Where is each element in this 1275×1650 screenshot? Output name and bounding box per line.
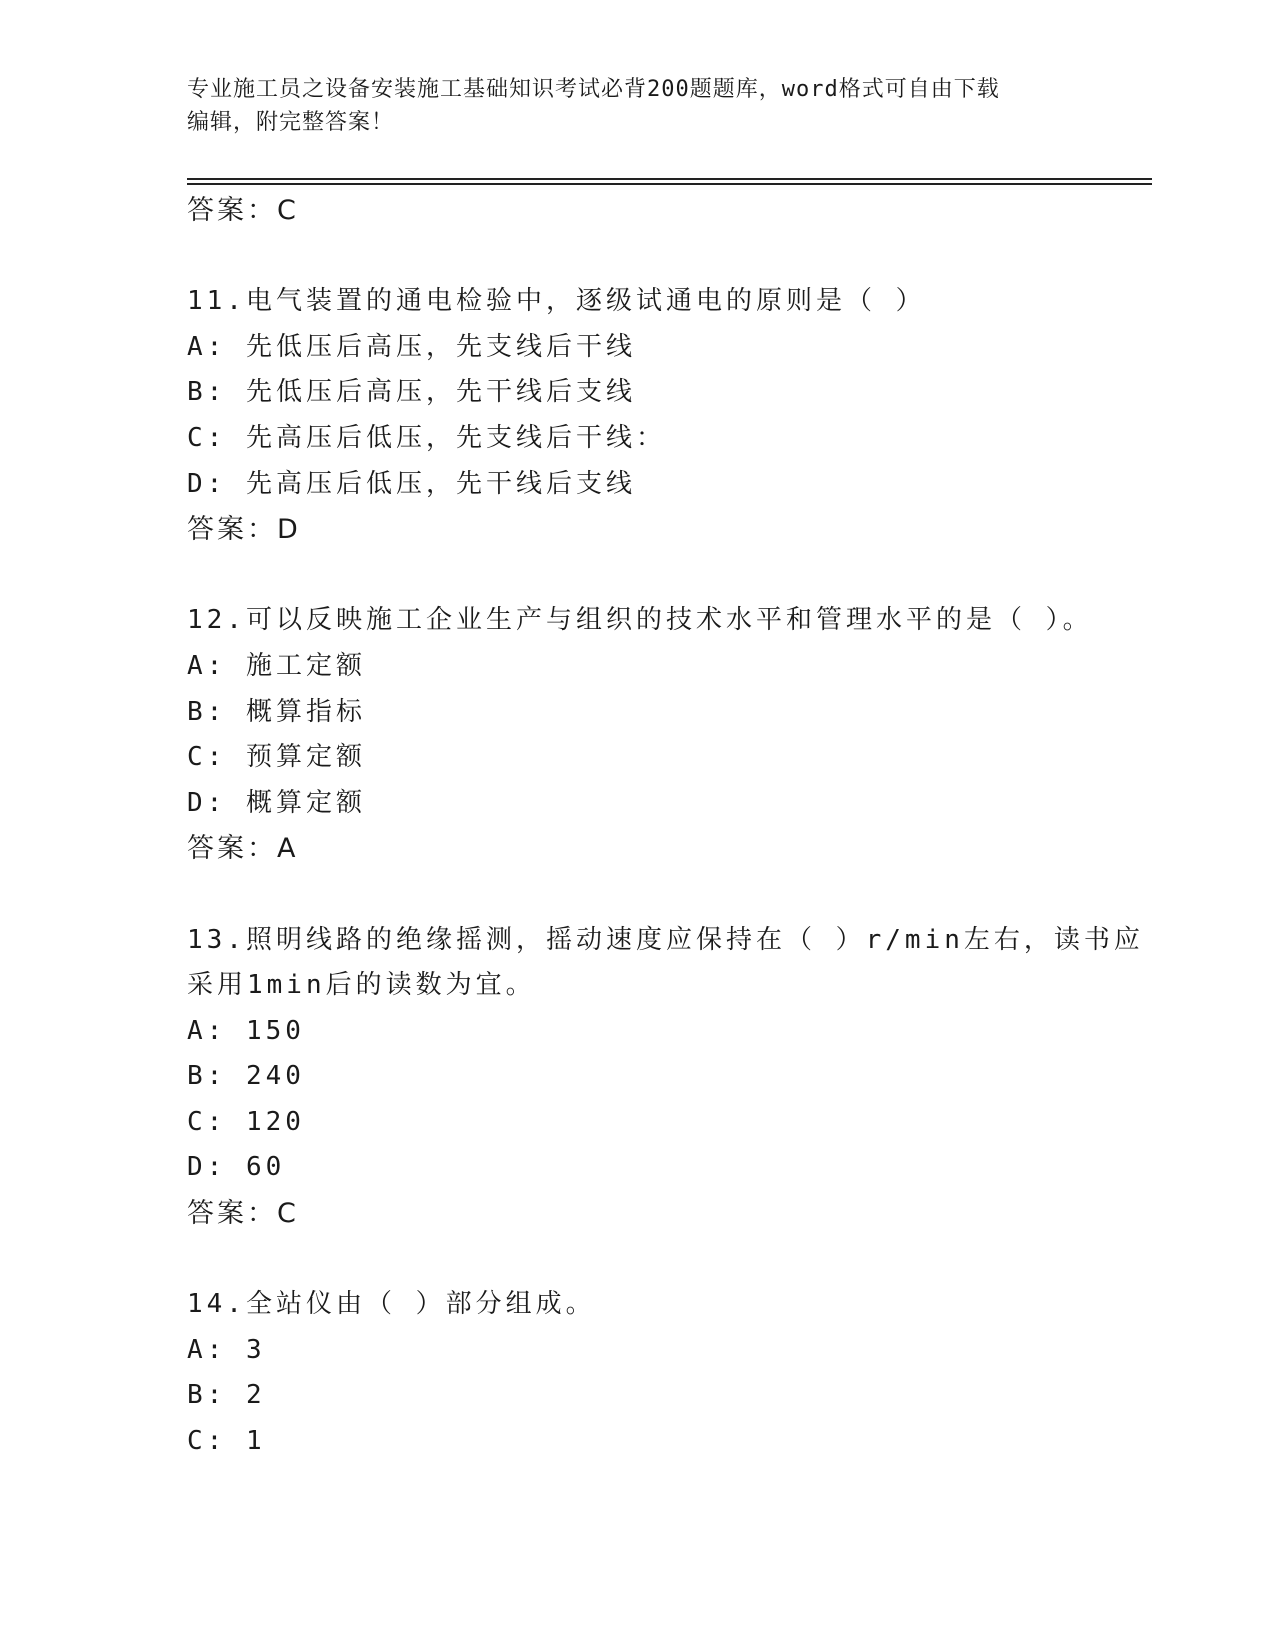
- option-c: C: 120: [187, 1106, 305, 1137]
- previous-answer: 答案：C: [187, 195, 299, 226]
- option-d: D: 先高压后低压，先干线后支线: [187, 468, 636, 499]
- question-stem-line-1: 13.照明线路的绝缘摇测，摇动速度应保持在（ ）r/min左右，读书应: [187, 924, 1144, 955]
- header-line-1: 专业施工员之设备安装施工基础知识考试必背200题题库，word格式可自由下载: [187, 77, 1000, 102]
- option-a: A: 先低压后高压，先支线后干线: [187, 331, 636, 362]
- option-a: A: 150: [187, 1015, 305, 1046]
- option-c: C: 先高压后低压，先支线后干线：: [187, 422, 666, 453]
- option-d: D: 概算定额: [187, 787, 366, 818]
- option-d: D: 60: [187, 1152, 286, 1183]
- question-11: [187, 279, 1147, 553]
- question-12: [187, 598, 1147, 872]
- option-a: A: 3: [187, 1334, 266, 1365]
- answer: 答案：D: [187, 514, 301, 546]
- question-stem: 14.全站仪由（ ）部分组成。: [187, 1289, 596, 1320]
- question-stem: 11.电气装置的通电检验中，逐级试通电的原则是（ ）: [187, 286, 926, 317]
- spacer: [187, 872, 1147, 918]
- header-divider-top: [187, 178, 1152, 180]
- answer: 答案：C: [187, 1198, 299, 1230]
- option-b: B: 概算指标: [187, 696, 366, 727]
- question-stem-line-2: 采用1min后的读数为宜。: [187, 970, 536, 1001]
- option-b: B: 先低压后高压，先干线后支线: [187, 377, 636, 408]
- option-a: A: 施工定额: [187, 650, 366, 681]
- option-c: C: 预算定额: [187, 742, 366, 773]
- question-14: [187, 1282, 1147, 1464]
- option-b: B: 2: [187, 1380, 266, 1411]
- question-13: [187, 918, 1147, 1237]
- spacer: [187, 1237, 1147, 1283]
- header-divider-bottom: [187, 183, 1152, 185]
- answer: 答案：A: [187, 833, 299, 865]
- header-line-2: 编辑，附完整答案！: [187, 110, 395, 135]
- spacer: [187, 234, 1147, 280]
- question-list: [187, 188, 1147, 1465]
- option-c: C: 1: [187, 1426, 266, 1457]
- option-b: B: 240: [187, 1061, 305, 1092]
- question-stem: 12.可以反映施工企业生产与组织的技术水平和管理水平的是（ ）。: [187, 605, 1093, 636]
- document-header: [187, 73, 1087, 139]
- spacer: [187, 553, 1147, 599]
